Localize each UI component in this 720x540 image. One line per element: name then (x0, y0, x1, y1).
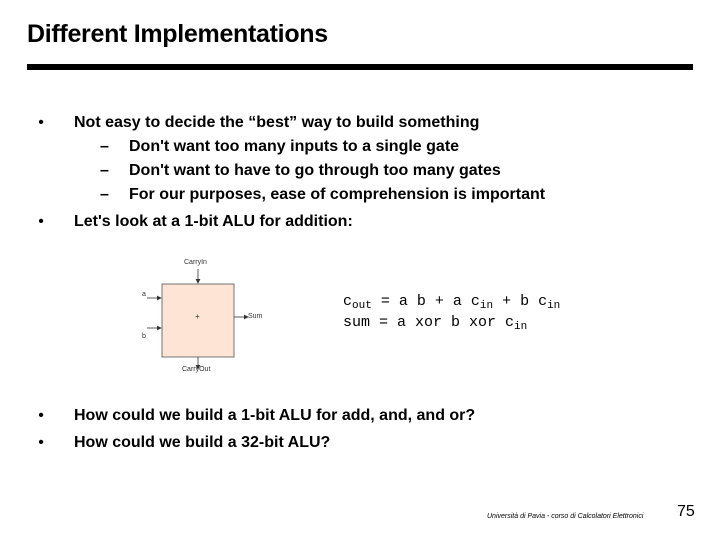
bullet-marker: • (38, 213, 44, 230)
bullet-text: How could we build a 1-bit ALU for add, and, and or? (74, 407, 476, 424)
eq-cout-sub: out (352, 300, 372, 312)
sub-bullet-marker: – (100, 138, 109, 155)
eq-cin-sub2: in (547, 300, 561, 312)
sub-bullet-text: Don't want to have to go through too many gates (129, 162, 501, 179)
sub-bullet-marker: – (100, 162, 109, 179)
title-underline (27, 64, 693, 70)
eq-cout-rest2: + b c (493, 293, 548, 310)
page-number: 75 (677, 503, 695, 520)
eq-sum: sum = a xor b xor c (343, 314, 515, 331)
sub-bullet-text: For our purposes, ease of comprehension is important (129, 186, 546, 203)
slide-title: Different Implementations (27, 20, 328, 48)
input-b-label: b (142, 333, 146, 340)
equation-sum (343, 314, 527, 332)
equation-cout (343, 293, 560, 311)
eq-cin-sub1: in (479, 300, 494, 312)
input-a-label: a (142, 291, 146, 298)
eq-cout-rest1: = a b + a c (371, 293, 480, 310)
carry-out-label: CarryOut (182, 366, 211, 373)
bullet-text: How could we build a 32-bit ALU? (74, 434, 331, 451)
eq-sum-sub: in (514, 321, 528, 333)
sum-label: Sum (248, 313, 263, 320)
bullet-marker: • (38, 407, 44, 424)
sub-bullet-marker: – (100, 186, 109, 203)
carry-in-label: CarryIn (184, 259, 207, 266)
adder-diagram (138, 255, 278, 377)
sub-bullet-text: Don't want too many inputs to a single gate (129, 138, 460, 155)
bullet-marker: • (38, 434, 44, 451)
bullet-marker: • (38, 114, 44, 131)
bullet-text: Not easy to decide the “best” way to build something (74, 114, 480, 131)
bullet-text: Let's look at a 1-bit ALU for addition: (74, 213, 353, 230)
footer-text: Università di Pavia - corso di Calcolatori Elettronici (487, 513, 644, 520)
adder-operator: + (195, 312, 200, 321)
eq-cout: c (343, 293, 353, 310)
